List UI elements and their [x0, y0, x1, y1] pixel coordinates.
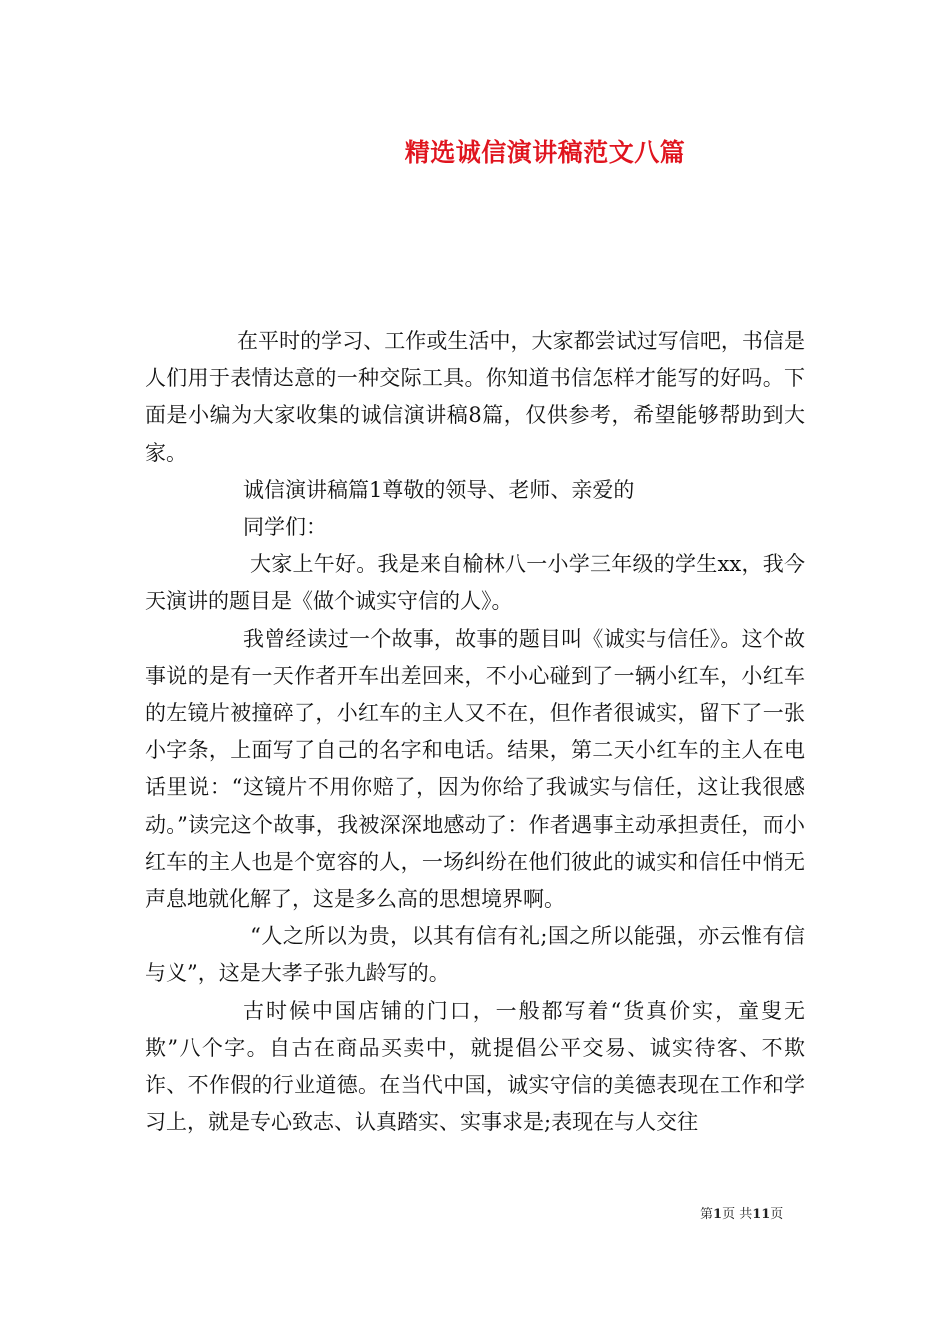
paragraph-story: 我曾经读过一个故事，故事的题目叫《诚实与信任》。这个故事说的是有一天作者开车出差回来，不小心碰到了一辆小红车，小红车的左镜片被撞碎了，小红车的主人又不在，但作者很诚实，留下了一张小字条，上面写了自己的名字和电话。结果，第二天小红车的主人在电话里说：“这镜片不用你赔了，因为你给了我诚实与信任，这让我很感动。”读完这个故事，我被深深地感动了：作者遇事主动承担责任，而小红车的主人也是个宽容的人，一场纠纷在他们彼此的诚实和信任中悄无声息地就化解了，这是多么高的思想境界啊。	[145, 626, 805, 912]
footer-middle: 页 共	[722, 1207, 753, 1222]
footer-prefix: 第	[700, 1207, 714, 1222]
footer-total-pages: 11	[752, 1207, 771, 1222]
paragraph-intro: 在平时的学习、工作或生活中，大家都尝试过写信吧，书信是人们用于表情达意的一种交际工具。你知道书信怎样才能写的好吗。下面是小编为大家收集的诚信演讲稿8篇，仅供参考，希望能够帮助到大家。	[145, 329, 805, 465]
document-body	[145, 323, 805, 1141]
document-title: 精选诚信演讲稿范文八篇	[404, 138, 686, 167]
page-number-footer	[700, 1203, 820, 1222]
paragraph-greeting: 大家上午好。我是来自榆林八一小学三年级的学生xx，我今天演讲的题目是《做个诚实守信的人》。	[145, 552, 805, 614]
paragraph-quote: “人之所以为贵，以其有信有礼;国之所以能强，亦云惟有信与义”，这是大孝子张九龄写的。	[145, 924, 805, 986]
footer-current-page: 1	[713, 1207, 723, 1222]
paragraph-salutation: 同学们：	[243, 515, 327, 540]
footer-suffix: 页	[770, 1207, 784, 1222]
paragraph-history: 古时候中国店铺的门口，一般都写着“货真价实，童叟无欺”八个字。自古在商品买卖中，就提倡公平交易、诚实待客、不欺诈、不作假的行业道德。在当代中国，诚实守信的美德表现在工作和学习上，就是专心致志、认真踏实、实事求是;表现在与人交往	[145, 998, 805, 1135]
paragraph-speech-heading: 诚信演讲稿篇1尊敬的领导、老师、亲爱的	[243, 477, 635, 502]
